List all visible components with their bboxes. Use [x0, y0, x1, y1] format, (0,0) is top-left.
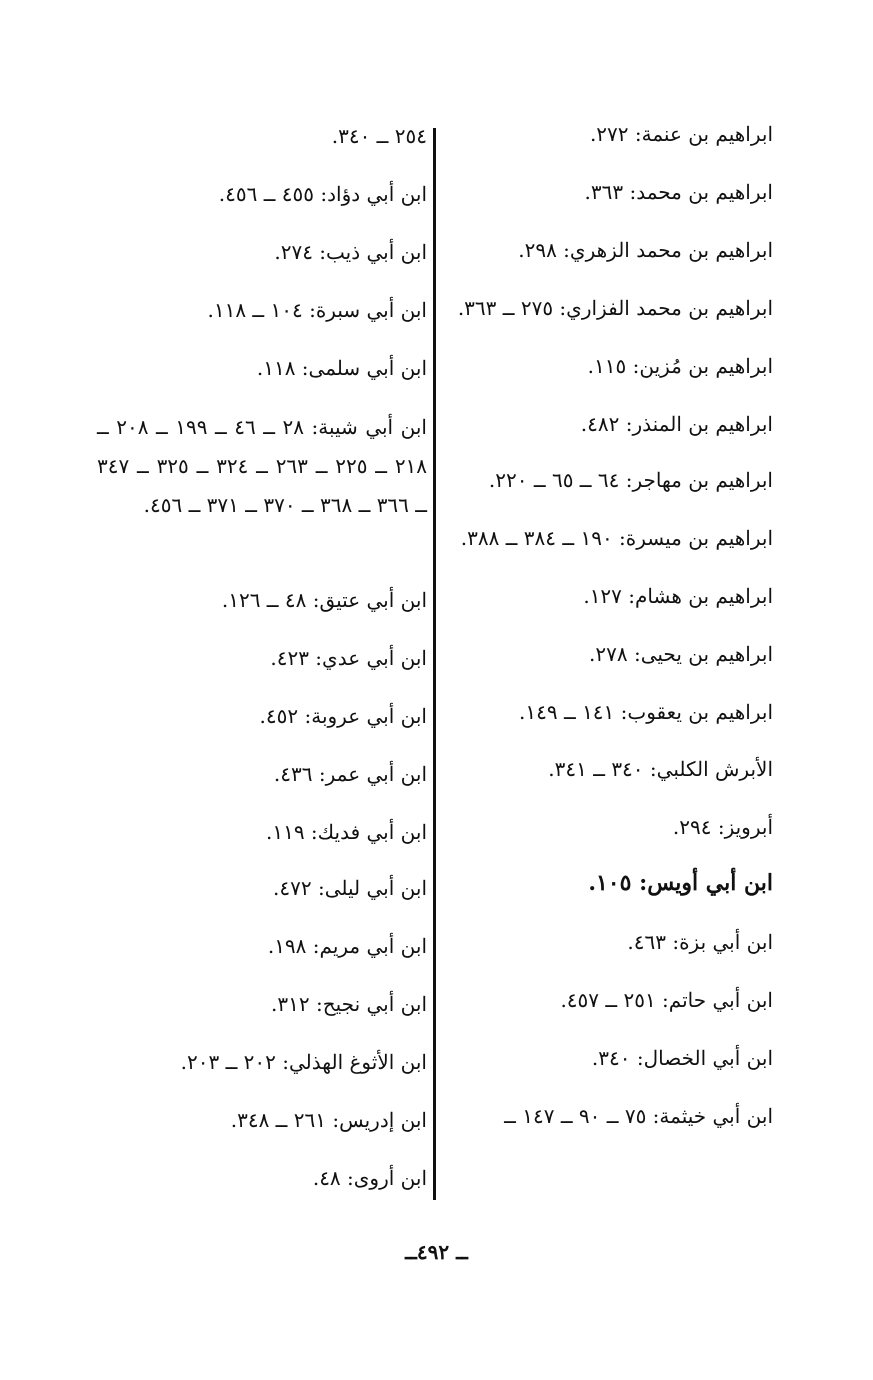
index-entry: ابن أبي عدي: ٤٢٣. — [270, 646, 427, 670]
index-entry: ابن أبي بزة: ٤٦٣. — [627, 930, 773, 954]
index-entry: ابراهيم بن عنمة: ٢٧٢. — [589, 122, 773, 146]
index-entry: ابن أبي حاتم: ٢٥١ ــ ٤٥٧. — [560, 988, 773, 1012]
index-entry: ابراهيم بن محمد: ٣٦٣. — [584, 180, 773, 204]
index-entry: ابن أروى: ٤٨. — [312, 1166, 427, 1190]
index-entry: ابن أبي ليلى: ٤٧٢. — [273, 876, 427, 900]
index-entry: ابراهيم بن مهاجر: ٦٤ ــ ٦٥ ــ ٢٢٠. — [488, 468, 773, 492]
index-entry: ابن أبي أويس: ١٠٥. — [588, 870, 773, 896]
index-entry: الأبرش الكلبي: ٣٤٠ ــ ٣٤١. — [548, 757, 773, 781]
index-entry: ابراهيم بن محمد الزهري: ٢٩٨. — [518, 238, 773, 262]
index-entry: ابن أبي عروبة: ٤٥٢. — [259, 704, 427, 728]
column-divider — [433, 128, 436, 1200]
index-entry: ابراهيم بن يحيى: ٢٧٨. — [589, 642, 773, 666]
index-entry: ابن أبي نجيح: ٣١٢. — [271, 992, 427, 1016]
index-entry: ابن أبي عمر: ٤٣٦. — [273, 762, 427, 786]
index-entry: ابراهيم بن المنذر: ٤٨٢. — [580, 412, 773, 436]
index-entry: ابراهيم بن ميسرة: ١٩٠ ــ ٣٨٤ ــ ٣٨٨. — [460, 526, 773, 550]
index-entry: ٢٥٤ ــ ٣٤٠. — [331, 124, 427, 148]
index-entry: ابن أبي ذيب: ٢٧٤. — [274, 240, 427, 264]
page-number: ــ ٤٩٢ــ — [405, 1240, 468, 1264]
index-entry: ابن أبي سبرة: ١٠٤ ــ ١١٨. — [207, 298, 427, 322]
index-entry: ابن أبي دؤاد: ٤٥٥ ــ ٤٥٦. — [218, 182, 427, 206]
index-entry: ابن الأثوغ الهذلي: ٢٠٢ ــ ٢٠٣. — [180, 1050, 427, 1074]
index-entry: ابراهيم بن هشام: ١٢٧. — [583, 584, 773, 608]
index-entry: ابن إدريس: ٢٦١ ــ ٣٤٨. — [230, 1108, 427, 1132]
index-entry: ابن أبي خيثمة: ٧٥ ــ ٩٠ ــ ١٤٧ ــ — [504, 1104, 773, 1128]
index-entry: ابن أبي شيبة: ٢٨ ــ ٤٦ ــ ١٩٩ ــ ٢٠٨ ــ ٢١٨ ــ ٢٢٥ ــ ٢٦٣ ــ ٣٢٤ ــ ٣٢٥ ــ ٣٤٧ ــ ٣٦٦ ــ ٣٦٨ ــ ٣٧٠ ــ ٣٧١ ــ ٤٥٦. — [97, 415, 428, 517]
index-entry: ابراهيم بن مُزين: ١١٥. — [587, 354, 773, 378]
index-entry: ابن أبي مريم: ١٩٨. — [267, 934, 427, 958]
index-entry: ابن أبي الخصال: ٣٤٠. — [591, 1046, 773, 1070]
index-entry: ابراهيم بن محمد الفزاري: ٢٧٥ ــ ٣٦٣. — [457, 296, 773, 320]
index-entry: ابراهيم بن يعقوب: ١٤١ ــ ١٤٩. — [519, 700, 773, 724]
index-entry: ابن أبي فديك: ١١٩. — [265, 820, 427, 844]
index-entry: ابن أبي سلمى: ١١٨. — [256, 356, 427, 380]
index-entry: ابن أبي عتيق: ٤٨ ــ ١٢٦. — [221, 588, 427, 612]
index-entry: أبرويز: ٢٩٤. — [672, 815, 773, 839]
